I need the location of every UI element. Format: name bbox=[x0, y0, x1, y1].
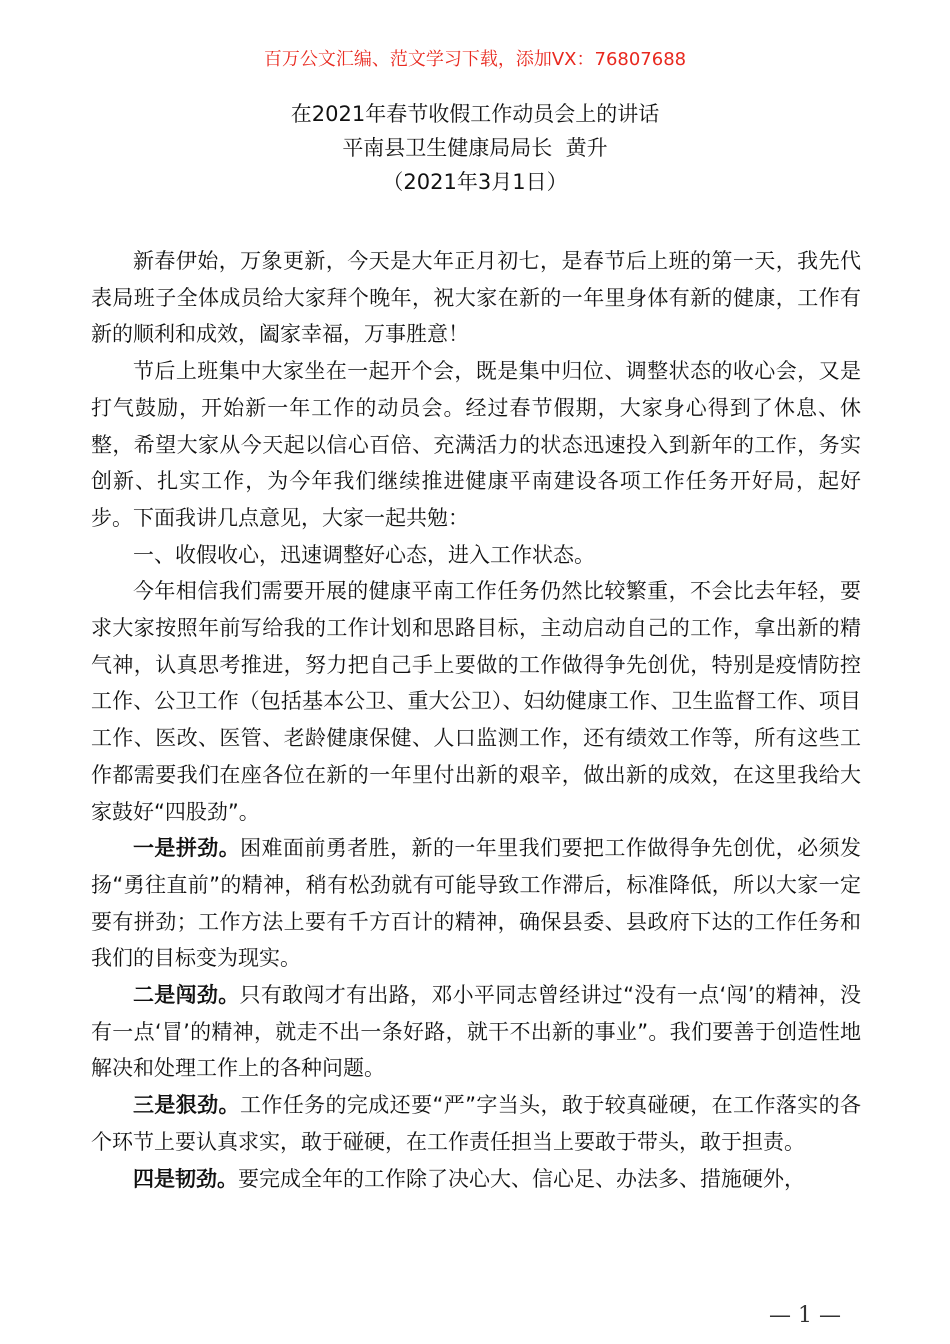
page-number: — 1 — bbox=[769, 1303, 841, 1328]
point-4-text: 要完成全年的工作除了决心大、信心足、办法多、措施硬外， bbox=[238, 1166, 805, 1191]
point-4-lead: 四是韧劲。 bbox=[133, 1166, 238, 1191]
title-block bbox=[0, 97, 950, 199]
paragraph-intro: 节后上班集中大家坐在一起开个会，既是集中归位、调整状态的收心会，又是打气鼓励，开始新一年工作的动员会。经过春节假期，大家身心得到了休息、休整，希望大家从今天起以信心百倍、充满活力的状态迅速投入到新年的工作，务实创新、扎实工作，为今年我们继续推进健康平南建设各项工作任务开好局，起好步。下面我讲几点意见，大家一起共勉： bbox=[91, 359, 861, 530]
paragraph-point-4 bbox=[91, 1161, 861, 1198]
point-1-lead: 一是拼劲。 bbox=[133, 836, 241, 861]
point-3-text: 工作任务的完成还要“严”字当头，敢于较真碰硬，在工作落实的各个环节上要认真求实，敢于碰硬，在工作责任担当上要敢于带头，敢于担责。 bbox=[91, 1093, 861, 1154]
watermark-banner: 百万公文汇编、范文学习下载，添加VX：76807688 bbox=[263, 49, 687, 70]
speech-title: 在2021年春节收假工作动员会上的讲话 bbox=[290, 102, 660, 126]
point-2-text: 只有敢闯才有出路，邓小平同志曾经讲过“没有一点‘闯’的精神，没有一点‘冒’的精神，就走不出一条好路，就干不出新的事业”。我们要善于创造性地解决和处理工作上的各种问题。 bbox=[91, 983, 862, 1081]
paragraph-point-2 bbox=[91, 977, 861, 1087]
paragraph-point-1 bbox=[91, 830, 861, 977]
speech-date: （2021年3月1日） bbox=[382, 170, 568, 194]
section-heading-1: 一、收假收心，迅速调整好心态，进入工作状态。 bbox=[133, 542, 595, 567]
paragraph-greeting: 新春伊始，万象更新，今天是大年正月初七，是春节后上班的第一天，我先代表局班子全体成员给大家拜个晚年，祝大家在新的一年里身体有新的健康，工作有新的顺利和成效，阖家幸福，万事胜意！ bbox=[91, 249, 861, 347]
speech-body bbox=[91, 243, 861, 1197]
paragraph-tasks: 今年相信我们需要开展的健康平南工作任务仍然比较繁重，不会比去年轻，要求大家按照年前写给我的工作计划和思路目标，主动启动自己的工作，拿出新的精气神，认真思考推进，努力把自己手上要做的工作做得争先创优，特别是疫情防控工作、公卫工作（包括基本公卫、重大公卫）、妇幼健康工作、卫生监督工作、项目工作、医改、医管、老龄健康保健、人口监测工作，还有绩效工作等，所有这些工作都需要我们在座各位在新的一年里付出新的艰辛，做出新的成效，在这里我给大家鼓好“四股劲”。 bbox=[91, 579, 861, 824]
point-2-lead: 二是闯劲。 bbox=[133, 983, 240, 1008]
point-1-text: 困难面前勇者胜，新的一年里我们要把工作做得争先创优，必须发扬“勇往直前”的精神，稍有松劲就有可能导致工作滞后，标准降低，所以大家一定要有拼劲；工作方法上要有千方百计的精神，确保县委、县政府下达的工作任务和我们的目标变为现实。 bbox=[91, 836, 862, 971]
paragraph-point-3 bbox=[91, 1087, 861, 1160]
point-3-lead: 三是狠劲。 bbox=[133, 1093, 240, 1118]
speaker-line: 平南县卫生健康局局长 黄升 bbox=[342, 136, 608, 160]
